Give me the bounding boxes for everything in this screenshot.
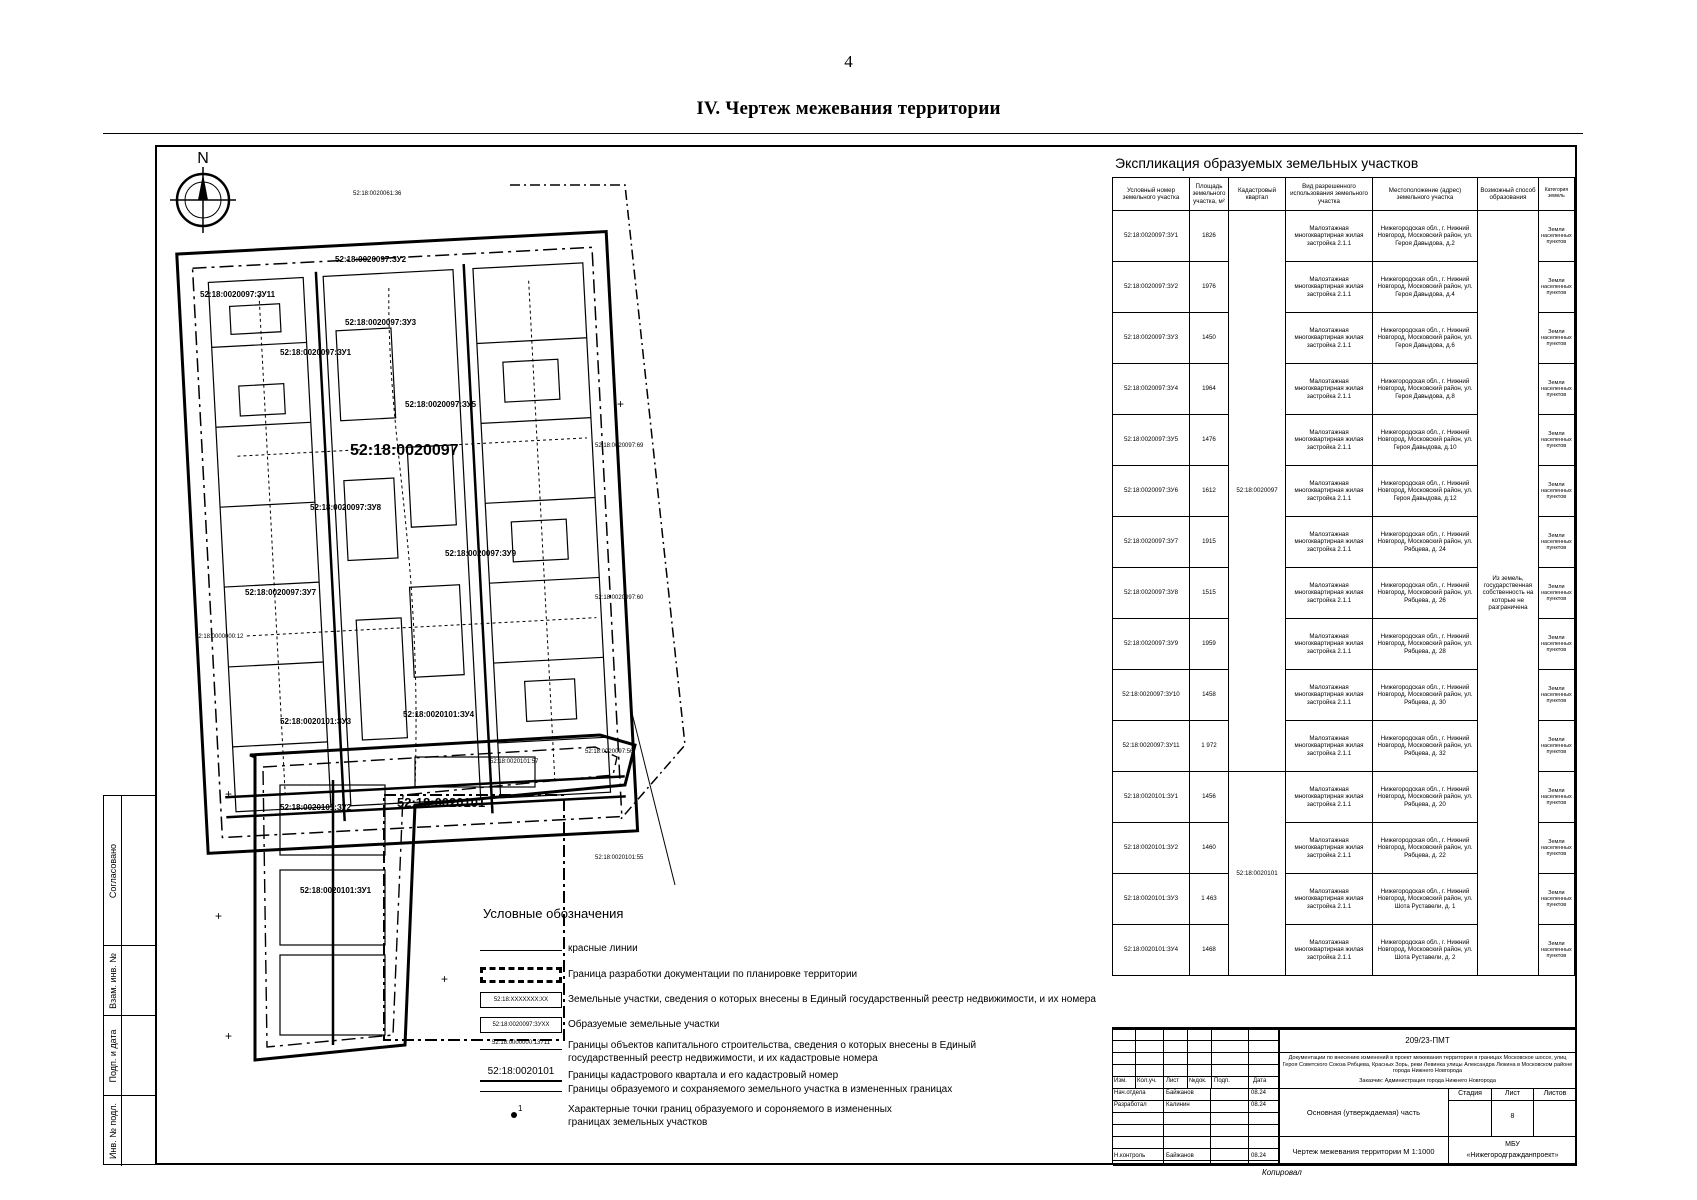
cell-use: Малоэтажная многоквартирная жилая застройка 2.1.1 <box>1286 823 1373 874</box>
cell-use: Малоэтажная многоквартирная жилая застройка 2.1.1 <box>1286 772 1373 823</box>
cell-id: 52:18:0020097:ЗУ4 <box>1113 364 1190 415</box>
col-header-quarter: Кадастровый квартал <box>1229 178 1286 211</box>
copied-by-label: Копировал <box>1262 1168 1302 1177</box>
cell-area: 1476 <box>1190 415 1229 466</box>
table-row <box>1113 211 1575 262</box>
cell-address: Нижегородская обл., г. Нижний Новгород, Московский район, ул. Героя Давыдова, д.10 <box>1373 415 1478 466</box>
cell-address: Нижегородская обл., г. Нижний Новгород, Московский район, ул. Рябцева, д. 20 <box>1373 772 1478 823</box>
cell-use: Малоэтажная многоквартирная жилая застройка 2.1.1 <box>1286 619 1373 670</box>
cell-use: Малоэтажная многоквартирная жилая застройка 2.1.1 <box>1286 517 1373 568</box>
cell-area: 1 463 <box>1190 874 1229 925</box>
tb-r3-name: Байжанов <box>1166 1153 1194 1159</box>
cell-id: 52:18:0020097:ЗУ2 <box>1113 262 1190 313</box>
stamp-orig-inv: Инв. № подл. <box>104 1096 156 1166</box>
tb-part: Основная (утверждаемая) часть <box>1306 1108 1421 1117</box>
label-quarter-97: 52:18:0020097 <box>350 442 459 459</box>
tb-code: 209/23-ПМТ <box>1405 1036 1450 1045</box>
tb-col-sign: Подп. <box>1214 1078 1230 1084</box>
north-label: N <box>197 150 209 167</box>
cell-area: 1 972 <box>1190 721 1229 772</box>
cell-address: Нижегородская обл., г. Нижний Новгород, Московский район, ул. Героя Давыдова, д.8 <box>1373 364 1478 415</box>
label-ext-69: 52:18:0020097:69 <box>595 443 644 449</box>
col-header-area: Площадь земельного участка, м² <box>1190 178 1229 211</box>
cell-use: Малоэтажная многоквартирная жилая застройка 2.1.1 <box>1286 874 1373 925</box>
stamp-inv: Взам. инв. № <box>104 946 156 1016</box>
cell-address: Нижегородская обл., г. Нижний Новгород, Московский район, ул. Героя Давыдова, д.4 <box>1373 262 1478 313</box>
cell-id: 52:18:0020097:ЗУ5 <box>1113 415 1190 466</box>
cell-use: Малоэтажная многоквартирная жилая застройка 2.1.1 <box>1286 211 1373 262</box>
tb-r3-date: 08.24 <box>1251 1153 1267 1159</box>
cell-category: Земли населенных пунктов <box>1539 670 1575 721</box>
cell-id: 52:18:0020097:ЗУ9 <box>1113 619 1190 670</box>
cell-use: Малоэтажная многоквартирная жилая застройка 2.1.1 <box>1286 721 1373 772</box>
cell-area: 1915 <box>1190 517 1229 568</box>
cell-use: Малоэтажная многоквартирная жилая застройка 2.1.1 <box>1286 925 1373 976</box>
label-101-zu4: 52:18:0020101:ЗУ4 <box>403 710 475 719</box>
cell-id: 52:18:0020101:ЗУ4 <box>1113 925 1190 976</box>
cell-category: Земли населенных пунктов <box>1539 466 1575 517</box>
cell-area: 1450 <box>1190 313 1229 364</box>
svg-text:+: + <box>215 909 223 923</box>
col-header-address: Местоположение (адрес) земельного участка <box>1373 178 1478 211</box>
cell-area: 1826 <box>1190 211 1229 262</box>
label-101-zu3: 52:18:0020101:ЗУ3 <box>280 717 352 726</box>
tb-drawing-name: Чертеж межевания территории М 1:1000 <box>1292 1147 1435 1156</box>
svg-text:+: + <box>441 972 449 986</box>
svg-text:+: + <box>225 1029 233 1043</box>
cell-address: Нижегородская обл., г. Нижний Новгород, Московский район, ул. Шота Руставели, д. 1 <box>1373 874 1478 925</box>
tb-doc: Документации по внесению изменений в проект межевания территории в границах Московское шоссе, улиц Героя Советского Союза Рябцева, Красных Зорь, реки Левинка улицы Александра Люкина в Московском районе города Нижнего Новгорода <box>1282 1055 1573 1075</box>
cell-id: 52:18:0020101:ЗУ3 <box>1113 874 1190 925</box>
cell-address: Нижегородская обл., г. Нижний Новгород, Московский район, ул. Рябцева, д. 28 <box>1373 619 1478 670</box>
label-zu5: 52:18:0020097:ЗУ5 <box>405 400 477 409</box>
cell-use: Малоэтажная многоквартирная жилая застройка 2.1.1 <box>1286 364 1373 415</box>
cell-address: Нижегородская обл., г. Нижний Новгород, Московский район, ул. Рябцева, д. 22 <box>1373 823 1478 874</box>
svg-text:+: + <box>617 397 625 411</box>
cell-category: Земли населенных пунктов <box>1539 874 1575 925</box>
cell-address: Нижегородская обл., г. Нижний Новгород, Московский район, ул. Шота Руставели, д. 2 <box>1373 925 1478 976</box>
stamp-sign-date: Подп. и дата <box>104 1016 156 1096</box>
label-ext-36: 52:18:0020061:36 <box>353 191 402 197</box>
svg-text:+: + <box>225 787 233 801</box>
cell-area: 1460 <box>1190 823 1229 874</box>
cell-category: Земли населенных пунктов <box>1539 211 1575 262</box>
tb-stage-header: Стадия <box>1458 1090 1482 1097</box>
tb-col-doc: №док. <box>1189 1078 1207 1084</box>
explication-table <box>1112 177 1575 976</box>
cell-quarter: 52:18:0020101 <box>1229 772 1286 976</box>
cell-area: 1468 <box>1190 925 1229 976</box>
label-quarter-101: 52:18:0020101 <box>397 795 486 810</box>
label-ext-56: 52:18:0020097:56 <box>585 749 634 755</box>
cell-id: 52:18:0020097:ЗУ1 <box>1113 211 1190 262</box>
cell-id: 52:18:0020097:ЗУ6 <box>1113 466 1190 517</box>
tb-r1-name: Байжанов <box>1166 1090 1194 1096</box>
cell-use: Малоэтажная многоквартирная жилая застройка 2.1.1 <box>1286 568 1373 619</box>
cell-category: Земли населенных пунктов <box>1539 619 1575 670</box>
cadastral-map <box>155 145 1135 1105</box>
label-zu11: 52:18:0020097:ЗУ11 <box>200 290 276 299</box>
cell-use: Малоэтажная многоквартирная жилая застройка 2.1.1 <box>1286 262 1373 313</box>
cell-address: Нижегородская обл., г. Нижний Новгород, Московский район, ул. Рябцева, д. 24 <box>1373 517 1478 568</box>
cell-area: 1458 <box>1190 670 1229 721</box>
cell-id: 52:18:0020101:ЗУ2 <box>1113 823 1190 874</box>
tb-org-type: МБУ <box>1505 1141 1520 1148</box>
label-ext-55: 52:18:0020101:55 <box>595 855 644 861</box>
col-header-category: Категория земель <box>1539 178 1575 211</box>
cell-use: Малоэтажная многоквартирная жилая застройка 2.1.1 <box>1286 466 1373 517</box>
tb-sheets-header: Листов <box>1543 1090 1567 1097</box>
cell-category: Земли населенных пунктов <box>1539 517 1575 568</box>
cell-address: Нижегородская обл., г. Нижний Новгород, Московский район, ул. Рябцева, д. 30 <box>1373 670 1478 721</box>
tb-r3-role: Н.контроль <box>1114 1153 1146 1159</box>
cell-address: Нижегородская обл., г. Нижний Новгород, Московский район, ул. Героя Давыдова, д.12 <box>1373 466 1478 517</box>
cell-area: 1515 <box>1190 568 1229 619</box>
cell-quarter: 52:18:0020097 <box>1229 211 1286 772</box>
cell-category: Земли населенных пунктов <box>1539 568 1575 619</box>
cell-address: Нижегородская обл., г. Нижний Новгород, Московский район, ул. Героя Давыдова, д.6 <box>1373 313 1478 364</box>
cell-method: Из земель, государственная собственность на которые не разграничена <box>1478 211 1539 976</box>
tb-org-name: «Нижегородгражданпроект» <box>1466 1152 1559 1159</box>
legend-title: Условные обозначения <box>483 906 624 921</box>
tb-r1-date: 08.24 <box>1251 1090 1267 1096</box>
col-header-id: Условный номер земельного участка <box>1113 178 1190 211</box>
tb-r2-role: Разработал <box>1114 1102 1147 1108</box>
cell-id: 52:18:0020097:ЗУ10 <box>1113 670 1190 721</box>
explication-title: Экспликация образуемых земельных участков <box>1115 155 1419 171</box>
cell-category: Земли населенных пунктов <box>1539 925 1575 976</box>
cell-use: Малоэтажная многоквартирная жилая застройка 2.1.1 <box>1286 670 1373 721</box>
col-header-method: Возможный способ образования <box>1478 178 1539 211</box>
cell-category: Земли населенных пунктов <box>1539 415 1575 466</box>
tb-r2-date: 08.24 <box>1251 1102 1267 1108</box>
title-rule <box>103 133 1583 134</box>
cell-address: Нижегородская обл., г. Нижний Новгород, Московский район, ул. Рябцева, д. 26 <box>1373 568 1478 619</box>
page-number: 4 <box>844 52 853 71</box>
tb-r1-role: Нач.отдела <box>1114 1090 1146 1096</box>
cell-category: Земли населенных пунктов <box>1539 772 1575 823</box>
north-arrow-icon <box>170 167 236 233</box>
tb-col-list: Лист <box>1166 1078 1180 1084</box>
tb-customer: Заказчик: Администрация города Нижнего Новгорода <box>1359 1078 1496 1084</box>
page-title: IV. Чертеж межевания территории <box>696 98 1001 119</box>
tb-col-date: Дата <box>1253 1078 1267 1084</box>
label-ext-12: 52:18:0000000:12 <box>195 634 244 640</box>
quarter-101-boundary <box>250 735 635 1060</box>
label-zu1: 52:18:0020097:ЗУ1 <box>280 348 352 357</box>
col-header-use: Вид разрешенного использования земельного участка <box>1286 178 1373 211</box>
cell-area: 1964 <box>1190 364 1229 415</box>
cell-category: Земли населенных пунктов <box>1539 313 1575 364</box>
cell-area: 1612 <box>1190 466 1229 517</box>
cell-id: 52:18:0020097:ЗУ3 <box>1113 313 1190 364</box>
label-101-zu1: 52:18:0020101:ЗУ1 <box>300 886 372 895</box>
cell-category: Земли населенных пунктов <box>1539 262 1575 313</box>
side-stamp <box>103 795 155 1165</box>
label-zu8: 52:18:0020097:ЗУ8 <box>310 503 382 512</box>
cell-id: 52:18:0020097:ЗУ11 <box>1113 721 1190 772</box>
cell-area: 1959 <box>1190 619 1229 670</box>
stamp-agreed: Согласовано <box>104 796 156 946</box>
tb-col-izm: Изм. <box>1114 1078 1127 1084</box>
cell-use: Малоэтажная многоквартирная жилая застройка 2.1.1 <box>1286 415 1373 466</box>
cell-address: Нижегородская обл., г. Нижний Новгород, Московский район, ул. Рябцева, д. 32 <box>1373 721 1478 772</box>
cell-category: Земли населенных пунктов <box>1539 823 1575 874</box>
cell-address: Нижегородская обл., г. Нижний Новгород, Московский район, ул. Героя Давыдова, д.2 <box>1373 211 1478 262</box>
cell-use: Малоэтажная многоквартирная жилая застройка 2.1.1 <box>1286 313 1373 364</box>
tb-r2-name: Калинин <box>1166 1102 1190 1108</box>
cell-area: 1976 <box>1190 262 1229 313</box>
label-ext-60: 52:18:0020097:60 <box>595 595 644 601</box>
tb-col-kol: Кол.уч. <box>1137 1078 1157 1084</box>
title-block <box>1112 1027 1576 1165</box>
cell-id: 52:18:0020097:ЗУ7 <box>1113 517 1190 568</box>
label-zu3: 52:18:0020097:ЗУ3 <box>345 318 417 327</box>
tb-sheet-header: Лист <box>1504 1090 1521 1097</box>
cell-area: 1456 <box>1190 772 1229 823</box>
cell-category: Земли населенных пунктов <box>1539 721 1575 772</box>
label-zu2: 52:18:0020097:ЗУ2 <box>335 255 407 264</box>
cell-id: 52:18:0020097:ЗУ8 <box>1113 568 1190 619</box>
project-boundary <box>193 247 625 837</box>
label-zu7: 52:18:0020097:ЗУ7 <box>245 588 317 597</box>
tb-sheet-number: 8 <box>1510 1113 1515 1120</box>
label-zu9: 52:18:0020097:ЗУ9 <box>445 549 517 558</box>
cell-category: Земли населенных пунктов <box>1539 364 1575 415</box>
cell-id: 52:18:0020101:ЗУ1 <box>1113 772 1190 823</box>
label-ext-57: 52:18:0020101:57 <box>490 759 539 765</box>
label-101-zu2: 52:18:0020101:ЗУ2 <box>280 803 352 812</box>
